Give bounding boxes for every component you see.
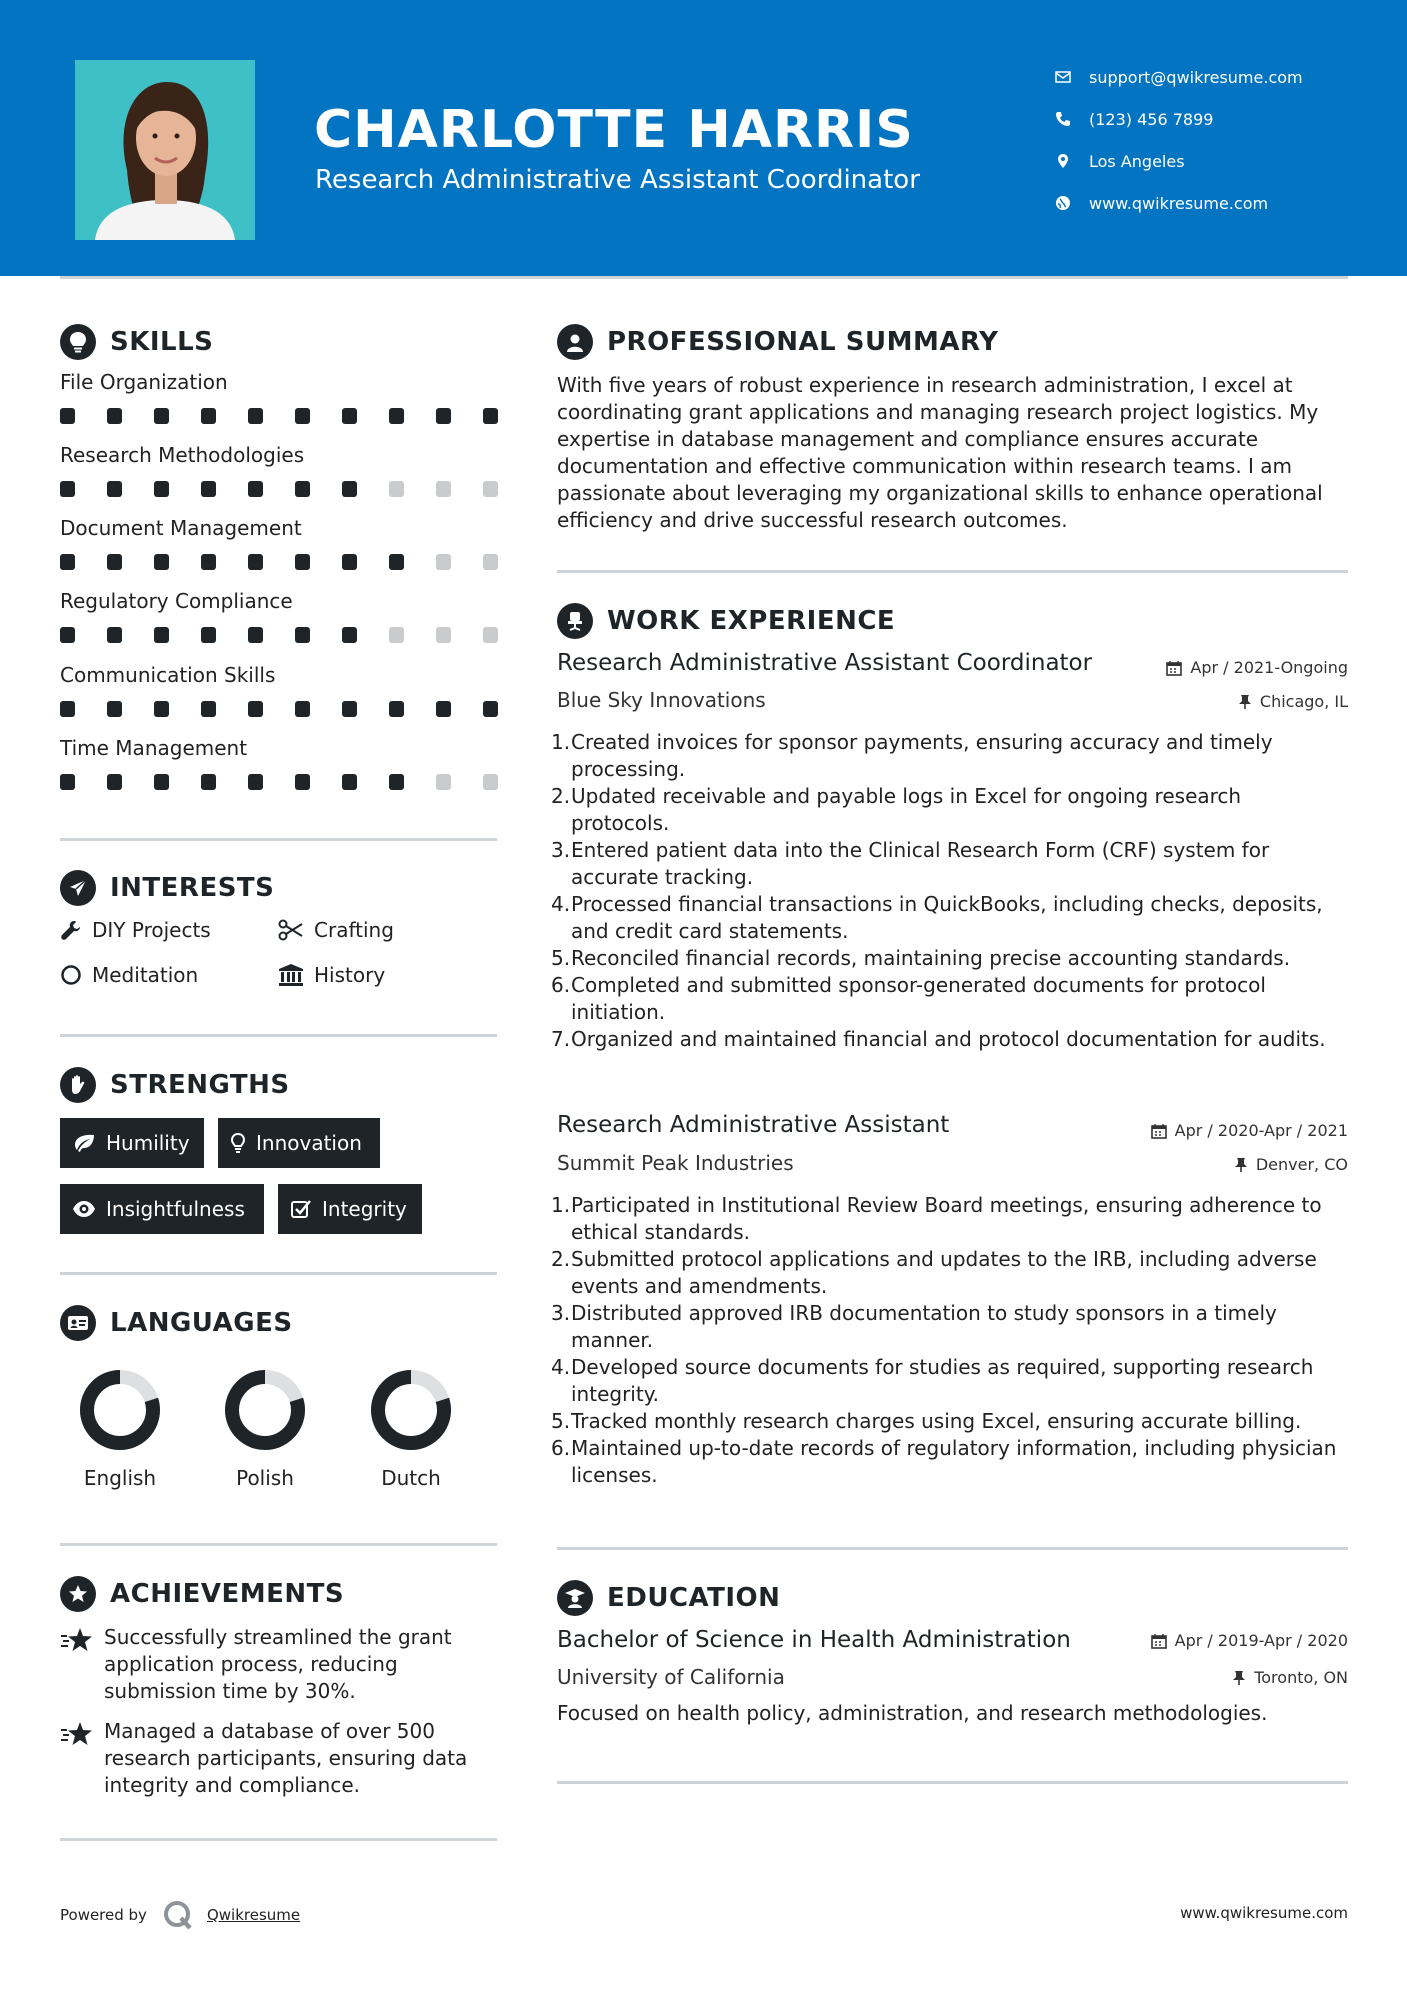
skill-rating — [60, 408, 500, 428]
duty-item — [551, 783, 1341, 837]
skill-dot — [389, 701, 404, 717]
section-divider — [60, 1838, 497, 1841]
duty-text: Entered patient data into the Clinical Research Form (CRF) system for accurate tracking. — [571, 838, 1270, 889]
education-location — [1232, 1668, 1348, 1687]
skill-item — [60, 736, 500, 794]
id-card-icon — [60, 1305, 96, 1341]
check-square-icon — [290, 1198, 312, 1220]
duty-item — [551, 1408, 1341, 1435]
duty-text: Submitted protocol applications and updates to the IRB, including adverse events and amendments. — [571, 1247, 1317, 1298]
duty-item — [551, 1246, 1341, 1300]
skills-title: SKILLS — [110, 327, 214, 357]
skill-dot — [248, 701, 263, 717]
section-divider — [557, 1547, 1348, 1550]
globe-icon — [1055, 195, 1071, 211]
hand-icon — [60, 1067, 96, 1103]
star-icon — [60, 1720, 94, 1748]
job-duties — [551, 729, 1341, 1053]
star-icon — [60, 1626, 94, 1654]
paper-plane-icon — [60, 870, 96, 906]
skill-dot — [342, 627, 357, 643]
duty-item — [551, 945, 1341, 972]
qwikresume-link[interactable]: Qwikresume — [206, 1906, 301, 1924]
job-dates-text: Apr / 2020-Apr / 2021 — [1174, 1121, 1348, 1140]
skill-dot — [342, 408, 357, 424]
duty-text: Maintained up-to-date records of regulatory information, including physician licenses. — [571, 1436, 1337, 1487]
job-title: Research Administrative Assistant Coordinator — [557, 650, 1093, 676]
language-donut — [221, 1366, 309, 1454]
skill-dot — [248, 774, 263, 790]
powered-by-text: Powered by — [60, 1906, 147, 1924]
strengths-heading — [60, 1067, 290, 1103]
strength-label: Integrity — [322, 1197, 407, 1221]
section-divider — [557, 570, 1348, 573]
duty-text: Organized and maintained financial and protocol documentation for audits. — [571, 1027, 1326, 1051]
skill-dot — [107, 408, 122, 424]
skill-dot — [107, 627, 122, 643]
skill-dot — [342, 481, 357, 497]
experience-heading — [557, 603, 895, 639]
lightbulb-icon — [60, 324, 96, 360]
language-label: English — [83, 1466, 157, 1490]
strength-tag — [278, 1184, 422, 1234]
skill-rating — [60, 554, 500, 574]
pushpin-icon — [1232, 1670, 1246, 1686]
leaf-icon — [72, 1133, 96, 1153]
duty-number: 1. — [551, 1193, 571, 1217]
skill-dot — [60, 408, 75, 424]
strength-label: Humility — [106, 1131, 190, 1155]
phone-icon — [1055, 111, 1071, 127]
skill-dot — [342, 554, 357, 570]
language-label: Dutch — [381, 1466, 441, 1490]
summary-title: PROFESSIONAL SUMMARY — [607, 327, 999, 357]
job-location — [1238, 692, 1348, 711]
calendar-icon — [1151, 1633, 1167, 1649]
skill-dot — [60, 701, 75, 717]
header-divider — [60, 276, 1348, 279]
skill-name: Research Methodologies — [60, 443, 305, 467]
summary-heading — [557, 324, 998, 360]
circle-icon — [60, 964, 82, 986]
education-title: EDUCATION — [607, 1583, 781, 1613]
summary-text: With five years of robust experience in research administration, I excel at coordinating grant applications and managing research project logistics. My expertise in database management and compliance ensures accurate documentation and effective communication within research teams. I am passionate about leveraging my organizational skills to enhance operational efficiency and drive successful research outcomes. — [557, 373, 1323, 532]
duty-number: 6. — [551, 1436, 571, 1460]
contact-email-text: support@qwikresume.com — [1089, 67, 1303, 87]
duty-number: 2. — [551, 784, 571, 808]
language-donut — [76, 1366, 164, 1454]
skill-dot — [295, 481, 310, 497]
languages-title: LANGUAGES — [110, 1308, 293, 1338]
achievement-item — [60, 1624, 500, 1705]
education-dates — [1151, 1631, 1348, 1650]
education-description: Focused on health policy, administration, and research methodologies. — [557, 1701, 1268, 1725]
job-dates — [1151, 1121, 1348, 1140]
duty-number: 3. — [551, 838, 571, 862]
skill-dot — [201, 701, 216, 717]
skill-dot — [248, 481, 263, 497]
skill-dot — [436, 627, 451, 643]
strength-label: Insightfulness — [106, 1197, 245, 1221]
education-location-text: Toronto, ON — [1254, 1668, 1348, 1687]
skill-dot — [154, 701, 169, 717]
skill-dot — [295, 701, 310, 717]
skill-dot — [483, 774, 498, 790]
interest-item — [278, 963, 385, 987]
skill-dot — [248, 554, 263, 570]
skill-item — [60, 443, 500, 501]
skill-dot — [60, 554, 75, 570]
skill-dot — [295, 774, 310, 790]
duty-text: Distributed approved IRB documentation to study sponsors in a timely manner. — [571, 1301, 1277, 1352]
contact-location-text: Los Angeles — [1089, 151, 1185, 171]
map-marker-icon — [1055, 153, 1071, 169]
skill-dot — [60, 481, 75, 497]
user-icon — [557, 324, 593, 360]
skill-dot — [201, 554, 216, 570]
star-badge-icon — [60, 1576, 96, 1612]
skill-name: File Organization — [60, 370, 228, 394]
contact-website[interactable] — [1055, 182, 1385, 224]
section-divider — [60, 1272, 497, 1275]
skill-dot — [483, 701, 498, 717]
skill-dot — [60, 627, 75, 643]
education-degree: Bachelor of Science in Health Administration — [557, 1627, 1071, 1653]
scissors-icon — [278, 919, 304, 941]
achievement-item — [60, 1718, 500, 1799]
contact-email[interactable] — [1055, 56, 1385, 98]
skill-name: Time Management — [60, 736, 248, 760]
skill-dot — [201, 481, 216, 497]
language-item — [65, 1366, 175, 1490]
duty-number: 7. — [551, 1027, 571, 1051]
skill-item — [60, 516, 500, 574]
achievement-text: Managed a database of over 500 research participants, ensuring data integrity and compliance. — [104, 1719, 468, 1797]
skills-heading — [60, 324, 213, 360]
duty-text: Reconciled financial records, maintaining precise accounting standards. — [571, 946, 1291, 970]
skill-dot — [295, 627, 310, 643]
skill-dot — [436, 701, 451, 717]
skill-item — [60, 370, 500, 428]
achievements-heading — [60, 1576, 344, 1612]
candidate-title: Research Administrative Assistant Coordinator — [315, 165, 920, 195]
duty-text: Participated in Institutional Review Board meetings, ensuring adherence to ethical standards. — [571, 1193, 1322, 1244]
office-chair-icon — [557, 603, 593, 639]
achievement-text: Successfully streamlined the grant application process, reducing submission time by 30%. — [104, 1625, 452, 1703]
language-donut — [367, 1366, 455, 1454]
skill-dot — [248, 408, 263, 424]
skill-dot — [295, 408, 310, 424]
duty-number: 1. — [551, 730, 571, 754]
job-company: Summit Peak Industries — [557, 1151, 794, 1175]
skill-dot — [389, 554, 404, 570]
skill-dot — [248, 627, 263, 643]
strengths-title: STRENGTHS — [110, 1070, 290, 1100]
skill-dot — [342, 701, 357, 717]
duty-text: Completed and submitted sponsor-generated documents for protocol initiation. — [571, 973, 1266, 1024]
job-dates-text: Apr / 2021-Ongoing — [1190, 658, 1348, 677]
duty-item — [551, 837, 1341, 891]
duty-item — [551, 1192, 1341, 1246]
skill-dot — [483, 408, 498, 424]
strength-tag — [60, 1184, 264, 1234]
duty-item — [551, 1435, 1341, 1489]
skill-dot — [154, 408, 169, 424]
job-title: Research Administrative Assistant — [557, 1112, 950, 1138]
skill-item — [60, 589, 500, 647]
footer-website[interactable]: www.qwikresume.com — [1180, 1904, 1348, 1922]
skill-dot — [154, 627, 169, 643]
skill-dot — [154, 481, 169, 497]
wrench-icon — [60, 919, 82, 941]
section-divider — [557, 1781, 1348, 1784]
strength-tag — [218, 1118, 380, 1168]
contact-phone[interactable] — [1055, 98, 1385, 140]
duty-number: 3. — [551, 1301, 571, 1325]
qwikresume-logo-icon — [161, 1898, 195, 1932]
interest-label: History — [314, 963, 386, 987]
section-divider — [60, 838, 497, 841]
skill-item — [60, 663, 500, 721]
experience-title: WORK EXPERIENCE — [607, 606, 896, 636]
duty-number: 5. — [551, 1409, 571, 1433]
calendar-icon — [1166, 660, 1182, 676]
duty-number: 5. — [551, 946, 571, 970]
duty-number: 4. — [551, 1355, 571, 1379]
skill-dot — [201, 774, 216, 790]
skill-rating — [60, 701, 500, 721]
skill-dot — [154, 774, 169, 790]
language-item — [356, 1366, 466, 1490]
skill-dot — [483, 481, 498, 497]
skill-rating — [60, 774, 500, 794]
duty-text: Updated receivable and payable logs in Excel for ongoing research protocols. — [571, 784, 1242, 835]
interest-item — [60, 963, 198, 987]
skill-dot — [389, 774, 404, 790]
skill-dot — [483, 554, 498, 570]
skill-dot — [154, 554, 169, 570]
footer-powered-by — [60, 1898, 300, 1932]
contact-location — [1055, 140, 1385, 182]
duty-text: Processed financial transactions in QuickBooks, including checks, deposits, and credit card statements. — [571, 892, 1323, 943]
duty-item — [551, 1354, 1341, 1408]
duty-item — [551, 1026, 1341, 1053]
duty-item — [551, 1300, 1341, 1354]
skill-dot — [60, 774, 75, 790]
language-item — [210, 1366, 320, 1490]
interest-label: DIY Projects — [92, 918, 211, 942]
interest-item — [60, 918, 211, 942]
pushpin-icon — [1234, 1157, 1248, 1173]
interests-heading — [60, 870, 274, 906]
skill-dot — [436, 554, 451, 570]
contact-website-text: www.qwikresume.com — [1089, 193, 1269, 213]
skill-name: Document Management — [60, 516, 302, 540]
graduate-icon — [557, 1580, 593, 1616]
duty-number: 2. — [551, 1247, 571, 1271]
skill-name: Communication Skills — [60, 663, 276, 687]
duty-text: Tracked monthly research charges using Excel, ensuring accurate billing. — [571, 1409, 1302, 1433]
skill-name: Regulatory Compliance — [60, 589, 293, 613]
contact-phone-text: (123) 456 7899 — [1089, 109, 1214, 129]
resume-header — [0, 0, 1407, 276]
duty-item — [551, 891, 1341, 945]
job-duties — [551, 1192, 1341, 1489]
section-divider — [60, 1034, 497, 1037]
skill-dot — [436, 481, 451, 497]
skill-dot — [389, 408, 404, 424]
language-label: Polish — [236, 1466, 294, 1490]
skill-dot — [107, 774, 122, 790]
strength-label: Innovation — [256, 1131, 362, 1155]
skill-dot — [436, 774, 451, 790]
skill-dot — [436, 408, 451, 424]
skill-dot — [389, 481, 404, 497]
languages-heading — [60, 1305, 293, 1341]
achievements-title: ACHIEVEMENTS — [110, 1579, 345, 1609]
skill-rating — [60, 481, 500, 501]
section-divider — [60, 1543, 497, 1546]
job-dates — [1166, 658, 1348, 677]
contact-list — [1055, 56, 1385, 224]
skill-dot — [201, 627, 216, 643]
duty-item — [551, 972, 1341, 1026]
lightbulb-icon — [230, 1132, 246, 1154]
eye-icon — [72, 1200, 96, 1218]
skill-dot — [107, 481, 122, 497]
duty-number: 6. — [551, 973, 571, 997]
candidate-name: CHARLOTTE HARRIS — [314, 100, 914, 160]
mail-icon — [1055, 69, 1071, 85]
skill-dot — [107, 701, 122, 717]
skill-dot — [342, 774, 357, 790]
pushpin-icon — [1238, 694, 1252, 710]
education-school: University of California — [557, 1665, 785, 1689]
bank-icon — [278, 963, 304, 987]
strength-tag — [60, 1118, 204, 1168]
interest-item — [278, 918, 394, 942]
skill-dot — [295, 554, 310, 570]
duty-item — [551, 729, 1341, 783]
job-location-text: Chicago, IL — [1259, 692, 1348, 711]
job-company: Blue Sky Innovations — [557, 688, 766, 712]
interests-title: INTERESTS — [110, 873, 275, 903]
skill-dot — [389, 627, 404, 643]
interest-label: Crafting — [314, 918, 394, 942]
skill-dot — [201, 408, 216, 424]
education-dates-text: Apr / 2019-Apr / 2020 — [1174, 1631, 1348, 1650]
calendar-icon — [1151, 1123, 1167, 1139]
duty-number: 4. — [551, 892, 571, 916]
job-location-text: Denver, CO — [1255, 1155, 1348, 1174]
duty-text: Developed source documents for studies as required, supporting research integrity. — [571, 1355, 1314, 1406]
duty-text: Created invoices for sponsor payments, ensuring accuracy and timely processing. — [571, 730, 1273, 781]
skill-rating — [60, 627, 500, 647]
skill-dot — [483, 627, 498, 643]
interest-label: Meditation — [92, 963, 199, 987]
job-location — [1234, 1155, 1348, 1174]
education-heading — [557, 1580, 780, 1616]
skill-dot — [107, 554, 122, 570]
profile-photo — [75, 60, 255, 240]
